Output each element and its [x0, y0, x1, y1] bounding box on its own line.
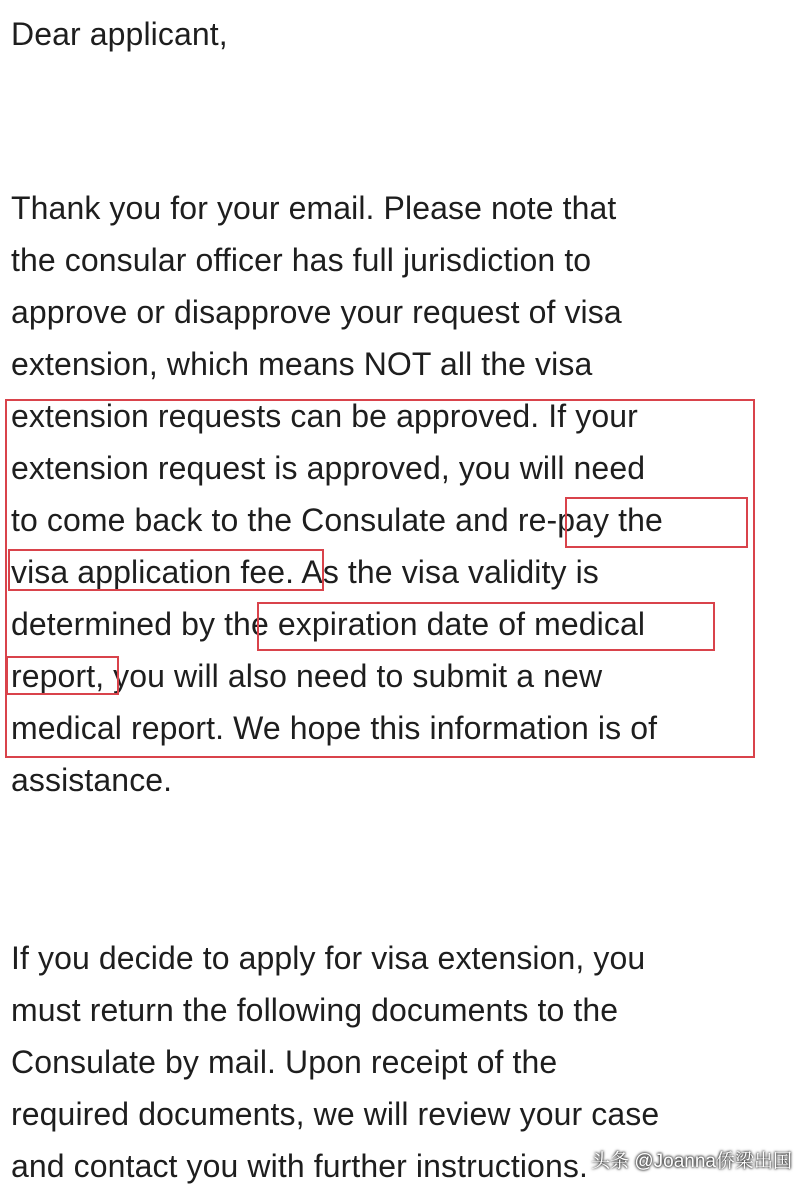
- paragraph-1-line-12: assistance.: [11, 762, 173, 798]
- paragraph-1-line-2: the consular officer has full jurisdiction to: [11, 242, 592, 278]
- paragraph-2-line-1: If you decide to apply for visa extension, you: [11, 940, 646, 976]
- highlight-box-repay: [565, 497, 748, 548]
- paragraph-2-line-2: must return the following documents to the: [11, 992, 619, 1028]
- paragraph-1-line-7: to come back to the Consulate and re-pay the: [11, 502, 663, 538]
- watermark: 头条 @Joanna侨梁出国: [591, 1151, 792, 1172]
- highlight-box-application-fee: [8, 549, 324, 591]
- paragraph-2-line-3: Consulate by mail. Upon receipt of the: [11, 1044, 558, 1080]
- highlight-box-report: [6, 656, 119, 695]
- paragraph-1-line-10: report, you will also need to submit a new: [11, 658, 603, 694]
- paragraph-1-line-5: extension requests can be approved. If your: [11, 398, 638, 434]
- paragraph-2-line-5: and contact you with further instructions.: [11, 1148, 588, 1184]
- paragraph-1-line-3: approve or disapprove your request of visa: [11, 294, 622, 330]
- paragraph-1-line-1: Thank you for your email. Please note that: [11, 190, 617, 226]
- paragraph-1-line-8: visa application fee. As the visa validity is: [11, 554, 599, 590]
- paragraph-1-line-11: medical report. We hope this information is of: [11, 710, 658, 746]
- greeting: Dear applicant,: [11, 16, 228, 52]
- paragraph-2-line-4: required documents, we will review your case: [11, 1096, 660, 1132]
- paragraph-1-line-4: extension, which means NOT all the visa: [11, 346, 593, 382]
- paragraph-1-line-6: extension request is approved, you will need: [11, 450, 646, 486]
- highlight-box-expiration-date: [257, 602, 715, 651]
- paragraph-1-line-9: determined by the expiration date of medical: [11, 606, 646, 642]
